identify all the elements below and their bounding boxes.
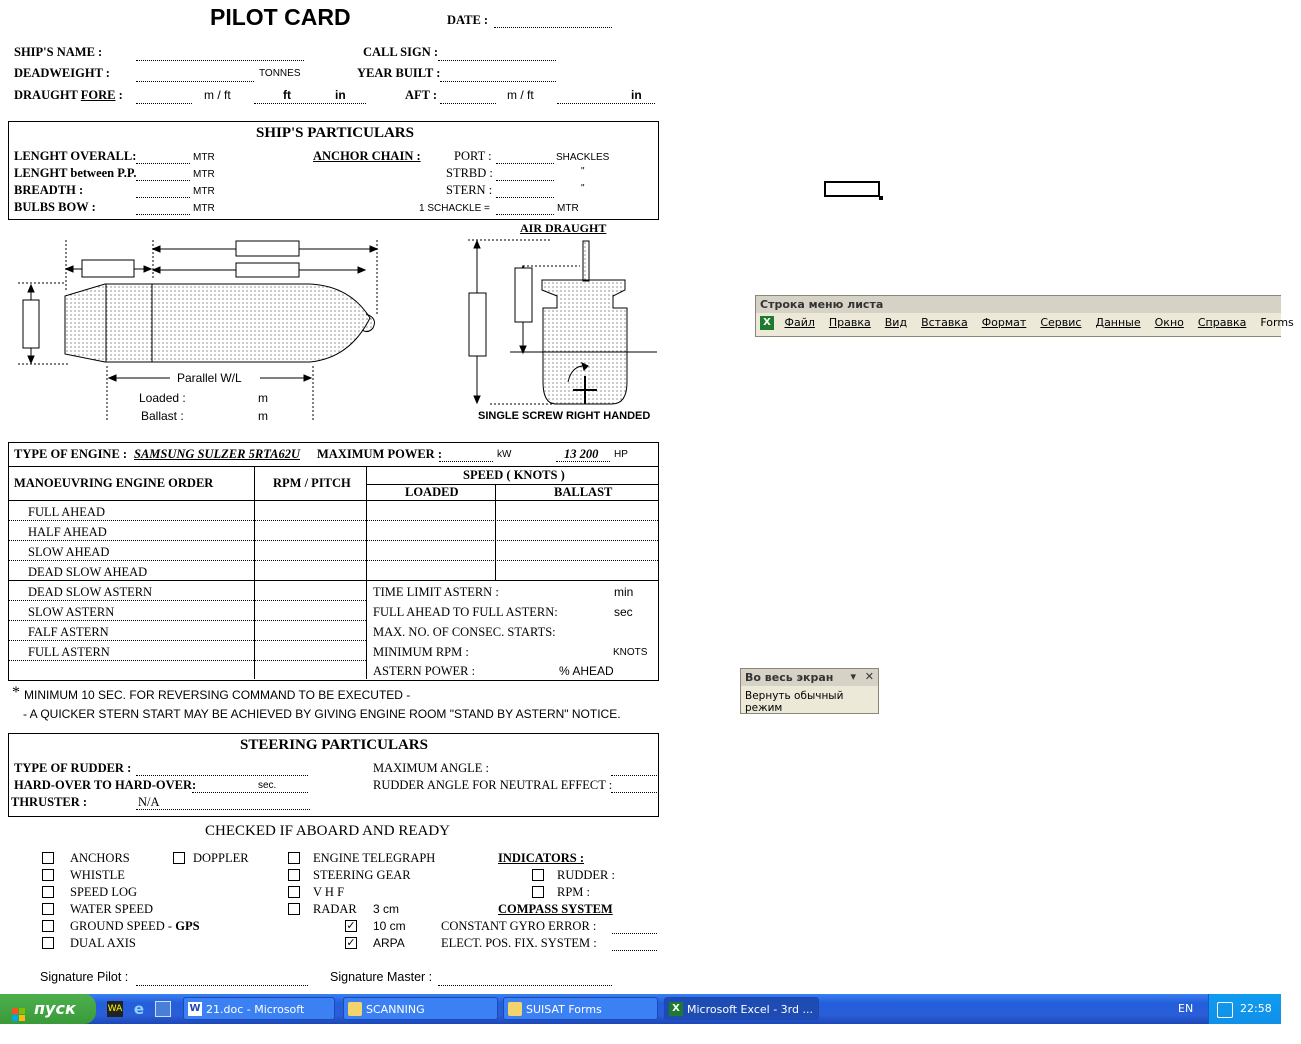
taskbar xyxy=(0,994,1280,1039)
task-excel-label: Microsoft Excel - 3rd ... xyxy=(687,1003,813,1016)
menu-edit[interactable]: Правка xyxy=(828,316,871,329)
date-label: DATE : xyxy=(447,13,489,27)
task-scanning[interactable] xyxy=(343,997,498,1020)
ships-name-label: SHIP'S NAME : xyxy=(14,45,103,59)
knots-unit: KNOTS xyxy=(613,647,648,658)
single-screw-label: SINGLE SCREW RIGHT HANDED xyxy=(478,410,651,422)
page-title: PILOT CARD xyxy=(210,4,351,30)
col-loaded: LOADED xyxy=(405,485,459,499)
hp-value: 13 200 xyxy=(564,447,599,461)
winamp-icon[interactable]: WA xyxy=(107,1001,123,1017)
mtr-unit-5: MTR xyxy=(557,203,579,214)
max-angle-label: MAXIMUM ANGLE : xyxy=(373,761,489,775)
selected-cell[interactable] xyxy=(824,181,880,197)
ballast-unit: m xyxy=(258,409,268,423)
language-indicator[interactable]: EN xyxy=(1178,1002,1194,1015)
length-pp-field[interactable] xyxy=(136,180,190,181)
sig-master-field[interactable] xyxy=(438,985,612,986)
compass-label: COMPASS SYSTEM xyxy=(498,902,613,916)
menu-view[interactable]: Вид xyxy=(884,316,908,329)
doppler-checkbox[interactable] xyxy=(173,852,185,864)
breadth-label: BREADTH : xyxy=(14,183,84,197)
close-icon[interactable]: ✕ xyxy=(864,670,874,683)
max-power-label: MAXIMUM POWER : xyxy=(317,447,442,461)
steering-heading: STEERING PARTICULARS xyxy=(240,737,428,753)
length-pp-label: LENGHT between P.P. xyxy=(14,166,137,180)
menu-file[interactable]: Файл xyxy=(784,316,815,329)
call-sign-field[interactable] xyxy=(438,60,556,61)
excel-icon: X xyxy=(669,1002,683,1016)
menu-tools[interactable]: Сервис xyxy=(1040,316,1082,329)
aft-unit: m / ft xyxy=(507,88,534,102)
steering-gear-label: STEERING GEAR xyxy=(313,868,411,882)
order-half-astern: FALF ASTERN xyxy=(28,625,109,639)
ditto-1: " xyxy=(581,166,585,177)
windows-logo-icon xyxy=(12,1002,26,1016)
call-sign-label: CALL SIGN : xyxy=(363,45,439,59)
fullscreen-toolbar[interactable] xyxy=(740,668,879,714)
start-label: пуск xyxy=(34,999,76,1018)
ship-section-diagram xyxy=(460,234,660,410)
loaded-unit: m xyxy=(258,391,268,405)
full-ahead-astern-label: FULL AHEAD TO FULL ASTERN: xyxy=(373,605,558,619)
fore-unit: m / ft xyxy=(204,88,231,102)
particulars-heading: SHIP'S PARTICULARS xyxy=(256,125,414,141)
start-button[interactable] xyxy=(0,994,96,1024)
menu-data[interactable]: Данные xyxy=(1095,316,1141,329)
task-suisat[interactable] xyxy=(503,997,658,1020)
col-speed: SPEED ( KNOTS ) xyxy=(463,468,565,482)
vhf-label: V H F xyxy=(313,885,345,899)
thruster-label: THRUSTER : xyxy=(11,795,88,809)
port-label: PORT : xyxy=(454,149,492,163)
year-built-field[interactable] xyxy=(440,81,556,82)
col-ballast: BALLAST xyxy=(554,485,613,499)
max-power-kw-field[interactable] xyxy=(439,461,493,462)
worksheet-menu-bar[interactable] xyxy=(755,295,1294,337)
radar-checkbox[interactable] xyxy=(288,903,300,915)
fore-in: in xyxy=(335,88,346,102)
radar-3cm: 3 cm xyxy=(373,902,400,916)
one-shackle-label: 1 SCHACKLE = xyxy=(419,203,490,214)
bulbs-bow-label: BULBS BOW : xyxy=(14,200,96,214)
mtr-unit-2: MTR xyxy=(193,169,215,180)
task-word-label: 21.doc - Microsoft Word xyxy=(206,1003,305,1039)
neutral-angle-label: RUDDER ANGLE FOR NEUTRAL EFFECT : xyxy=(373,778,613,792)
strbd-label: STRBD : xyxy=(446,166,493,180)
task-word[interactable] xyxy=(183,997,335,1039)
water-speed-label: WATER SPEED xyxy=(70,902,153,916)
system-tray xyxy=(1208,994,1281,1024)
menu-forms[interactable]: Forms xyxy=(1260,316,1294,329)
speed-log-checkbox[interactable] xyxy=(42,886,54,898)
menu-bar-title[interactable]: Строка меню листа xyxy=(756,296,1281,313)
engine-type-label: TYPE OF ENGINE : xyxy=(14,447,128,461)
note-star: * xyxy=(12,684,20,701)
fill-handle[interactable] xyxy=(879,196,883,200)
strbd-field[interactable] xyxy=(496,180,554,181)
aft-in: in xyxy=(631,88,642,102)
menu-format[interactable]: Формат xyxy=(981,316,1027,329)
rudder-indicator-label: RUDDER : xyxy=(557,868,615,882)
whistle-label: WHISTLE xyxy=(70,868,125,882)
bulbs-bow-field[interactable] xyxy=(136,214,190,215)
aft-in-field[interactable] xyxy=(557,103,655,104)
note-1: MINIMUM 10 SEC. FOR REVERSING COMMAND TO BE EXECUTED - xyxy=(24,688,411,702)
engine-telegraph-checkbox[interactable] xyxy=(288,852,300,864)
one-shackle-field[interactable] xyxy=(496,214,554,215)
order-full-astern: FULL ASTERN xyxy=(28,645,110,659)
fore-ft: ft xyxy=(283,88,291,102)
draught-label xyxy=(14,88,123,103)
fullscreen-title-text: Во весь экран xyxy=(745,671,834,684)
ditto-2: " xyxy=(581,183,585,194)
hard-over-field[interactable] xyxy=(192,792,308,793)
task-suisat-label: SUISAT Forms xyxy=(526,1003,602,1016)
doppler-label: DOPPLER xyxy=(193,851,249,865)
max-angle-field[interactable] xyxy=(611,775,657,776)
gyro-label: CONSTANT GYRO ERROR : xyxy=(441,919,597,933)
folder-icon xyxy=(348,1002,362,1016)
rpm-indicator-label: RPM : xyxy=(557,885,591,899)
fore-field[interactable] xyxy=(136,103,192,104)
order-slow-ahead: SLOW AHEAD xyxy=(28,545,110,559)
ground-speed-text: GROUND SPEED - xyxy=(70,919,173,933)
menu-help[interactable]: Справка xyxy=(1197,316,1247,329)
fullscreen-title[interactable] xyxy=(741,669,878,686)
anchor-chain-label: ANCHOR CHAIN : xyxy=(313,149,421,163)
air-draught-label: AIR DRAUGHT xyxy=(520,221,607,235)
thruster-field[interactable] xyxy=(136,809,310,810)
thruster-value: N/A xyxy=(138,795,160,809)
radar-label: RADAR xyxy=(313,902,357,916)
parallel-label: Parallel W/L xyxy=(177,371,242,385)
breadth-field[interactable] xyxy=(136,197,190,198)
col-order: MANOEUVRING ENGINE ORDER xyxy=(14,476,214,490)
radar-10cm-checkbox[interactable]: ✓ xyxy=(346,919,356,932)
task-excel[interactable] xyxy=(664,997,819,1020)
kw-unit: kW xyxy=(497,449,512,460)
shackles-unit: SHACKLES xyxy=(556,152,610,163)
port-field[interactable] xyxy=(496,163,554,164)
draught-colon: : xyxy=(118,88,123,102)
rpm-indicator-checkbox[interactable] xyxy=(532,886,544,898)
order-half-ahead: HALF AHEAD xyxy=(28,525,107,539)
sig-pilot-label: Signature Pilot : xyxy=(40,970,129,984)
draught-text: DRAUGHT xyxy=(14,88,78,102)
order-slow-astern: SLOW ASTERN xyxy=(28,605,115,619)
menu-window[interactable]: Окно xyxy=(1154,316,1184,329)
rudder-type-label: TYPE OF RUDDER : xyxy=(14,761,132,775)
pct-ahead: % AHEAD xyxy=(559,664,614,678)
anchors-checkbox[interactable] xyxy=(42,852,54,864)
length-overall-field[interactable] xyxy=(136,163,190,164)
min-unit: min xyxy=(614,585,634,599)
ground-speed-label xyxy=(70,919,200,934)
sig-pilot-field[interactable] xyxy=(136,985,308,986)
rudder-type-field[interactable] xyxy=(136,775,308,776)
chevron-down-icon[interactable]: ▾ xyxy=(850,670,856,683)
fore-text: FORE xyxy=(80,88,116,102)
mtr-unit-4: MTR xyxy=(193,203,215,214)
aft-field[interactable] xyxy=(440,103,496,104)
word-icon: W xyxy=(189,1003,201,1014)
anchors-label: ANCHORS xyxy=(70,851,130,865)
gps-text: GPS xyxy=(175,919,200,933)
whistle-checkbox[interactable] xyxy=(42,869,54,881)
deadweight-label: DEADWEIGHT : xyxy=(14,66,110,80)
stern-field[interactable] xyxy=(496,197,554,198)
fore-ft-field[interactable] xyxy=(254,103,366,104)
gyro-field[interactable] xyxy=(612,933,657,934)
mtr-unit-1: MTR xyxy=(193,152,215,163)
elect-field[interactable] xyxy=(612,950,657,951)
aft-label: AFT : xyxy=(405,88,438,102)
hp-unit: HP xyxy=(614,449,628,460)
astern-power-label: ASTERN POWER : xyxy=(373,664,476,678)
mtr-unit-3: MTR xyxy=(193,186,215,197)
network-icon[interactable] xyxy=(1217,1002,1233,1018)
order-full-ahead: FULL AHEAD xyxy=(28,505,105,519)
hard-over-label: HARD-OVER TO HARD-OVER: xyxy=(14,778,197,792)
neutral-angle-field[interactable] xyxy=(611,792,657,793)
tonnes-unit: TONNES xyxy=(259,68,301,79)
col-rpm: RPM / PITCH xyxy=(273,476,351,490)
engine-type-value: SAMSUNG SULZER 5RTA62U xyxy=(134,447,301,461)
menu-insert[interactable]: Вставка xyxy=(921,316,968,329)
stern-label: STERN : xyxy=(446,183,493,197)
year-built-label: YEAR BUILT : xyxy=(357,66,441,80)
arpa-label: ARPA xyxy=(373,936,405,950)
min-rpm-label: MINIMUM RPM : xyxy=(373,645,469,659)
folder-icon xyxy=(508,1002,522,1016)
vhf-checkbox[interactable] xyxy=(288,886,300,898)
indicators-label: INDICATORS : xyxy=(498,851,585,865)
clock[interactable]: 22:58 xyxy=(1240,1002,1272,1015)
task-scanning-label: SCANNING xyxy=(366,1003,425,1016)
quick-launch-icon[interactable] xyxy=(155,1001,171,1017)
order-dead-slow-astern: DEAD SLOW ASTERN xyxy=(28,585,153,599)
speed-log-label: SPEED LOG xyxy=(70,885,138,899)
engine-telegraph-label: ENGINE TELEGRAPH xyxy=(313,851,436,865)
ships-name-field[interactable] xyxy=(136,60,304,61)
radar-10cm: 10 cm xyxy=(373,919,406,933)
elect-label: ELECT. POS. FIX. SYSTEM : xyxy=(441,936,597,950)
dual-axis-checkbox[interactable] xyxy=(42,937,54,949)
checked-heading: CHECKED IF ABOARD AND READY xyxy=(205,823,451,839)
date-field[interactable] xyxy=(494,27,612,28)
water-speed-checkbox[interactable] xyxy=(42,903,54,915)
excel-icon[interactable]: X xyxy=(760,316,774,330)
time-limit-label: TIME LIMIT ASTERN : xyxy=(373,585,499,599)
order-dead-slow-ahead: DEAD SLOW AHEAD xyxy=(28,565,148,579)
deadweight-field[interactable] xyxy=(136,81,254,82)
sec-unit: sec xyxy=(614,605,633,619)
max-starts-label: MAX. NO. OF CONSEC. STARTS: xyxy=(373,625,556,639)
dual-axis-label: DUAL AXIS xyxy=(70,936,136,950)
internet-explorer-icon[interactable]: e xyxy=(133,1000,145,1018)
arpa-checkbox[interactable]: ✓ xyxy=(346,936,356,949)
ground-speed-checkbox[interactable] xyxy=(42,920,54,932)
sig-master-label: Signature Master : xyxy=(330,970,433,984)
steering-gear-checkbox[interactable] xyxy=(288,869,300,881)
length-overall-label: LENGHT OVERALL: xyxy=(14,149,137,163)
ship-side-diagram xyxy=(10,230,410,425)
rudder-indicator-checkbox[interactable] xyxy=(532,869,544,881)
restore-normal-button[interactable]: Вернуть обычный режим xyxy=(745,690,844,714)
note-2: - A QUICKER STERN START MAY BE ACHIEVED BY GIVING ENGINE ROOM "STAND BY ASTERN" NOTICE. xyxy=(23,707,621,721)
ballast-label: Ballast : xyxy=(141,409,184,423)
loaded-label: Loaded : xyxy=(139,391,186,405)
hard-over-unit: sec. xyxy=(258,780,277,791)
